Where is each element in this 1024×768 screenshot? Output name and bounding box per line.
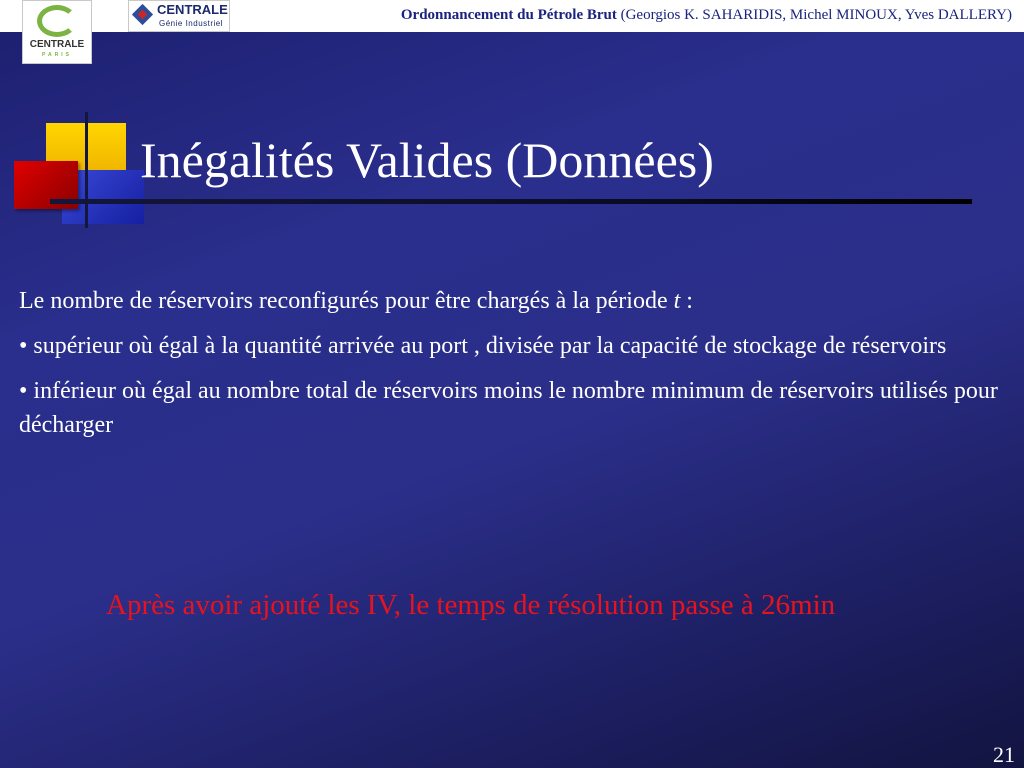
centrale-paris-logo — [22, 0, 92, 64]
centrale-genie-industriel-logo — [128, 0, 230, 32]
highlight-note: Après avoir ajouté les IV, le temps de résolution passe à 26min — [106, 589, 836, 621]
bullet-item: • inférieur où égal au nombre total de réservoirs moins le nombre minimum de réservoirs utilisés pour décharger — [19, 378, 998, 438]
bullet-item: • supérieur où égal à la quantité arrivée au port , divisée par la capacité de stockage de réservoirs — [19, 333, 947, 359]
logo2-centrale-text: CENTRALE — [157, 2, 228, 17]
decor-vertical-line — [85, 112, 88, 228]
logo-centrale-text: CENTRALE — [29, 39, 85, 50]
logo-diamond-icon — [132, 4, 153, 25]
intro-variable: t — [673, 288, 681, 314]
header-title-bold: Ordonnancement du Pétrole Brut — [400, 7, 617, 23]
page-number: 21 — [993, 742, 1015, 767]
logo2-genie-text: Génie Industriel — [159, 19, 224, 28]
header-authors: (Georgios K. SAHARIDIS, Michel MINOUX, Yves DALLERY) — [620, 7, 1012, 23]
slide-title: Inégalités Valides (Données) — [140, 132, 714, 188]
intro-paragraph — [19, 284, 1009, 318]
header-title — [401, 7, 1012, 24]
title-underline — [50, 199, 972, 204]
logo-arc-icon — [37, 5, 77, 37]
logo-paris-text: PARIS — [42, 52, 72, 58]
intro-text: Le nombre de réservoirs reconfigurés pour être chargés à la période — [19, 288, 674, 314]
intro-end: : — [680, 288, 693, 314]
slide-content — [19, 284, 1009, 453]
